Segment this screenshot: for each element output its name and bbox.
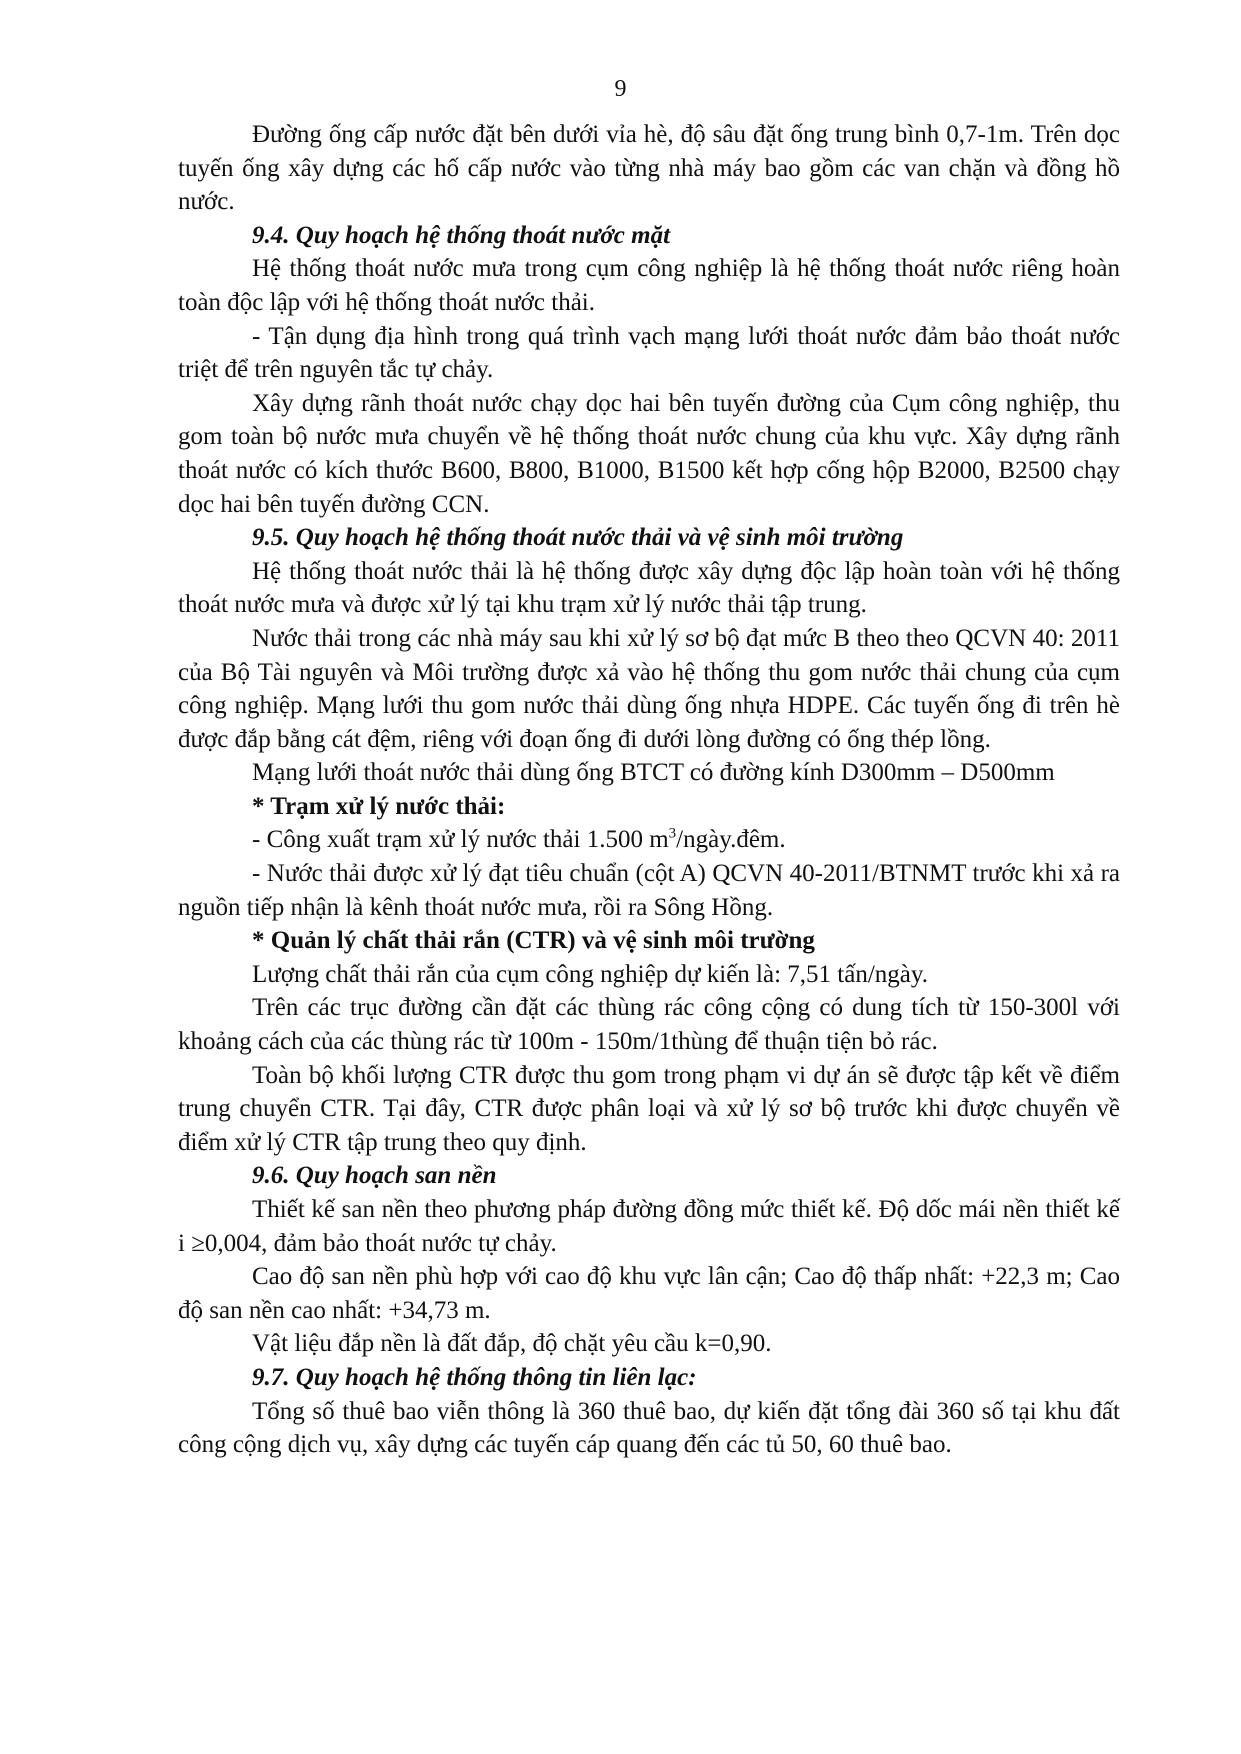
paragraph: [178, 823, 1120, 857]
document-body: [178, 118, 1120, 1462]
paragraph-text: - Công xuất trạm xử lý nước thải 1.500 m: [252, 826, 669, 854]
paragraph: Xây dựng rãnh thoát nước chạy dọc hai bên tuyến đường của Cụm công nghiệp, thu gom toàn bộ nước mưa chuyển về hệ thống thoát nước chung của khu vực. Xây dựng rãnh thoát nước có kích thước B600, B800, B1000, B1500 kết hợp cống hộp B2000, B2500 chạy dọc hai bên tuyến đường CCN.: [178, 389, 1120, 518]
paragraph: Lượng chất thải rắn của cụm công nghiệp dự kiến là: 7,51 tấn/ngày.: [252, 960, 929, 988]
subsection-heading: * Trạm xử lý nước thải:: [252, 792, 506, 820]
paragraph: Mạng lưới thoát nước thải dùng ống BTCT có đường kính D300mm – D500mm: [252, 759, 1055, 787]
paragraph: Toàn bộ khối lượng CTR được thu gom trong phạm vi dự án sẽ được tập kết về điểm trung chuyển CTR. Tại đây, CTR được phân loại và xử lý sơ bộ trước khi được chuyển về điểm xử lý CTR tập trung theo quy định.: [178, 1061, 1120, 1156]
paragraph: Vật liệu đắp nền là đất đắp, độ chặt yêu cầu k=0,90.: [252, 1330, 772, 1358]
section-heading: 9.7. Quy hoạch hệ thống thông tin liên lạc:: [252, 1363, 697, 1391]
section-heading: 9.6. Quy hoạch san nền: [252, 1162, 497, 1190]
paragraph-text: /ngày.đêm.: [676, 826, 786, 854]
paragraph: Nước thải trong các nhà máy sau khi xử lý sơ bộ đạt mức B theo theo QCVN 40: 2011 của Bộ Tài nguyên và Môi trường được xả vào hệ thống thu gom nước thải chung của cụm công nghiệp. Mạng lưới thu gom nước thải dùng ống nhựa HDPE. Các tuyến ống đi trên hè được đắp bằng cát đệm, riêng với đoạn ống đi dưới lòng đường có ống thép lồng.: [178, 624, 1120, 753]
paragraph: Đường ống cấp nước đặt bên dưới vỉa hè, độ sâu đặt ống trung bình 0,7-1m. Trên dọc tuyến ống xây dựng các hố cấp nước vào từng nhà máy bao gồm các van chặn và đồng hồ nước.: [178, 121, 1120, 216]
section-heading: 9.5. Quy hoạch hệ thống thoát nước thải và vệ sinh môi trường: [252, 524, 904, 552]
paragraph: - Nước thải được xử lý đạt tiêu chuẩn (cột A) QCVN 40-2011/BTNMT trước khi xả ra nguồn tiếp nhận là kênh thoát nước mưa, rồi ra Sông Hồng.: [178, 860, 1120, 921]
page-number: 9: [614, 76, 627, 102]
paragraph: Trên các trục đường cần đặt các thùng rác công cộng có dung tích từ 150-300l với khoảng cách của các thùng rác từ 100m - 150m/1thùng để thuận tiện bỏ rác.: [178, 994, 1120, 1056]
paragraph: Hệ thống thoát nước mưa trong cụm công nghiệp là hệ thống thoát nước riêng hoàn toàn độc lập với hệ thống thoát nước thải.: [178, 255, 1120, 316]
subsection-heading: * Quản lý chất thải rắn (CTR) và vệ sinh môi trường: [252, 927, 815, 955]
section-heading: 9.4. Quy hoạch hệ thống thoát nước mặt: [252, 221, 671, 249]
paragraph: Cao độ san nền phù hợp với cao độ khu vực lân cận; Cao độ thấp nhất: +22,3 m; Cao độ san nền cao nhất: +34,73 m.: [178, 1263, 1120, 1324]
paragraph: Hệ thống thoát nước thải là hệ thống được xây dựng độc lập hoàn toàn với hệ thống thoát nước mưa và được xử lý tại khu trạm xử lý nước thải tập trung.: [178, 557, 1120, 619]
superscript: 3: [668, 826, 677, 843]
paragraph: - Tận dụng địa hình trong quá trình vạch mạng lưới thoát nước đảm bảo thoát nước triệt để trên nguyên tắc tự chảy.: [178, 322, 1120, 384]
paragraph: Thiết kế san nền theo phương pháp đường đồng mức thiết kế. Độ dốc mái nền thiết kế i ≥0,004, đảm bảo thoát nước tự chảy.: [178, 1196, 1120, 1257]
paragraph: Tổng số thuê bao viễn thông là 360 thuê bao, dự kiến đặt tổng đài 360 số tại khu đất công cộng dịch vụ, xây dựng các tuyến cáp quang đến các tủ 50, 60 thuê bao.: [178, 1397, 1120, 1459]
